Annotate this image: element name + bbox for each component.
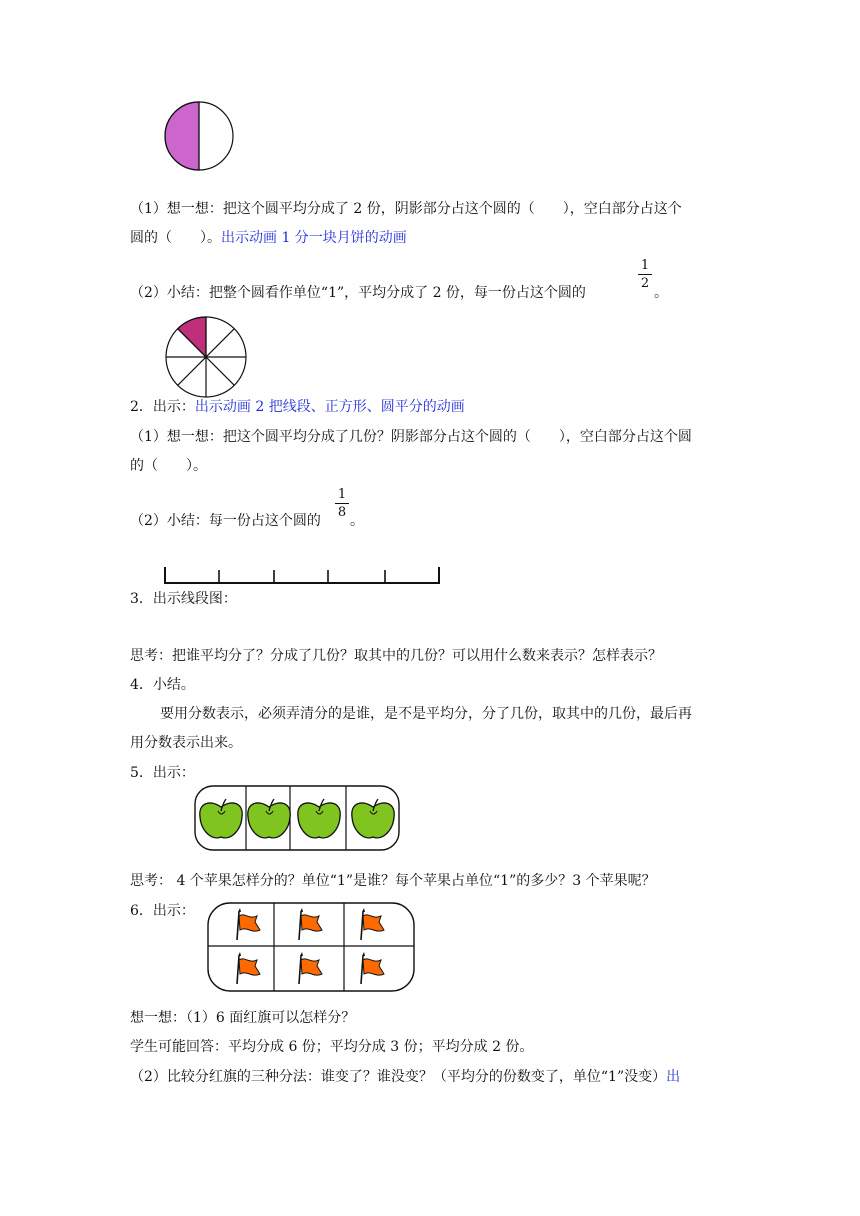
fraction-one-half: [638, 258, 652, 291]
s6-title: 6．出示：: [130, 903, 195, 919]
shaded-half: [165, 102, 199, 170]
frac-den: 8: [337, 505, 347, 520]
frac-num: 1: [337, 487, 347, 502]
flag-icon: [299, 908, 322, 940]
animation-3-link[interactable]: 出: [666, 1069, 681, 1085]
s2-q1-line-b: 的（ ）。: [130, 458, 207, 474]
s4-p2: 用分数表示出来。: [130, 735, 242, 751]
s6-answer: 学生可能回答：平均分成 6 份；平均分成 3 份；平均分成 2 份。: [130, 1039, 534, 1055]
flag-icon: [237, 952, 260, 984]
eighths-circle-figure: [164, 315, 248, 399]
flags-figure: [207, 902, 415, 992]
flag-icon: [361, 952, 384, 984]
flag-icon: [299, 952, 322, 984]
s6-q2-text: （2）比较分红旗的三种分法：谁变了？谁没变？（平均分的份数变了，单位“1”没变）: [130, 1069, 667, 1085]
s5-title: 5．出示：: [130, 765, 195, 781]
apple-icon: [298, 799, 340, 838]
frac-num: 1: [640, 258, 650, 273]
s1-q1-line-a: （1）想一想：把这个圆平均分成了 2 份，阴影部分占这个圆的（ ），空白部分占这个: [130, 201, 682, 217]
s6-q2: [130, 1067, 680, 1087]
s4-title: 4．小结。: [130, 677, 195, 693]
line-segment-diagram: [162, 565, 442, 587]
animation-2-link[interactable]: 出示动画 2 把线段、正方形、圆平分的动画: [194, 399, 465, 415]
s2-title: [130, 397, 465, 417]
apple-icon: [248, 799, 290, 838]
s4-p1: 要用分数表示，必须弄清分的是谁，是不是平均分，分了几份，取其中的几份，最后再: [160, 706, 692, 722]
apple-icon: [200, 799, 242, 838]
s6-think: 想一想：（1）6 面红旗可以怎样分？: [130, 1010, 356, 1026]
s3-think: 思考：把谁平均分了？分成了几份？取其中的几份？可以用什么数来表示？怎样表示？: [130, 648, 662, 664]
apples-figure: [194, 785, 400, 851]
frac-den: 2: [640, 276, 650, 291]
s1-q2-end: 。: [654, 285, 668, 301]
animation-1-link[interactable]: 出示动画 1 分一块月饼的动画: [221, 230, 407, 246]
s1-q1-line-b: [130, 228, 407, 248]
s1-q2-text: （2）小结：把整个圆看作单位“1”，平均分成了 2 份，每一份占这个圆的: [130, 285, 586, 301]
shaded-eighth: [178, 317, 206, 357]
apple-icon: [352, 799, 394, 838]
s2-title-text: 2．出示：: [130, 399, 195, 415]
flag-icon: [361, 908, 384, 940]
s1-q1-text: 圆的（ ）。: [130, 230, 221, 246]
s2-q2-end: 。: [350, 513, 364, 529]
fraction-one-eighth: [335, 487, 349, 520]
half-circle-figure: [164, 101, 234, 171]
s2-q1-line-a: （1）想一想：把这个圆平均分成了几份？阴影部分占这个圆的（ ），空白部分占这个圆: [130, 429, 692, 445]
s1-q2-line: [130, 283, 586, 303]
s5-think: 思考： 4 个苹果怎样分的？单位“1”是谁？每个苹果占单位“1”的多少？3 个苹果呢？: [130, 873, 656, 889]
flag-icon: [237, 908, 260, 940]
s2-q2-line: （2）小结：每一份占这个圆的: [130, 513, 321, 529]
s3-title: 3．出示线段图：: [130, 591, 237, 607]
